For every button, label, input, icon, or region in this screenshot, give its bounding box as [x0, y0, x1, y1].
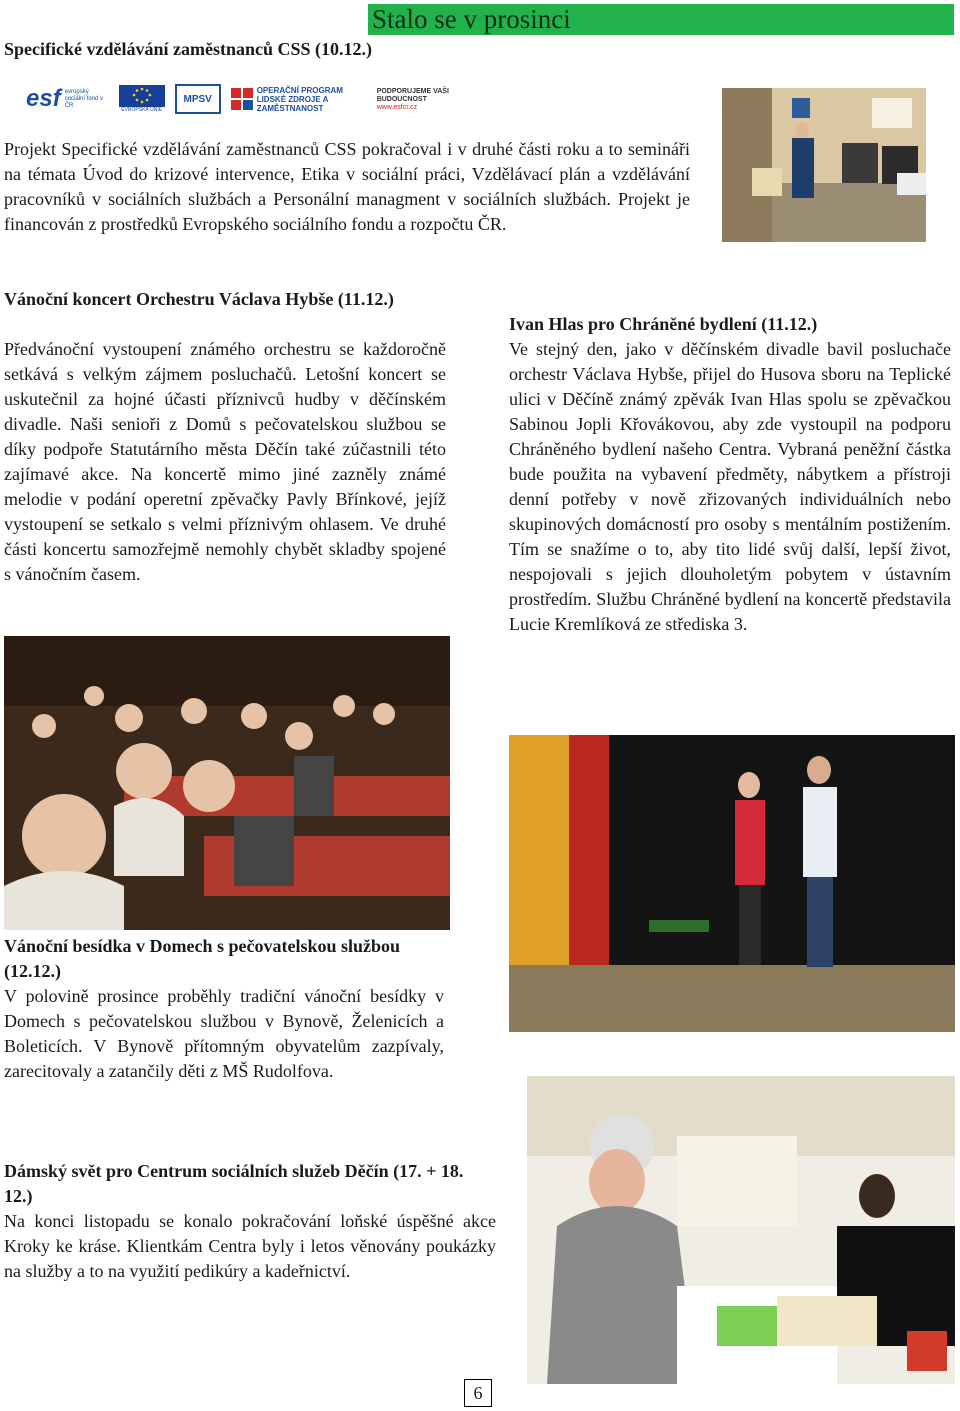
eu-logo [119, 85, 165, 113]
damsky-paragraph: Na konci listopadu se konalo pokračování loňské úspěšné akce Kroky ke kráse. Klientkám Centra byly i letos věnovány poukázky na služby a to na využití pedikúry a kadeřnictví. [4, 1211, 496, 1281]
training-heading: Specifické vzdělávání zaměstnanců CSS (10.12.) [4, 39, 372, 59]
oplzz-logo [231, 86, 367, 113]
pedicure-photo [527, 1076, 955, 1384]
mpsv-logo: MPSV [175, 84, 221, 114]
eu-flag-icon [119, 85, 165, 107]
ivan-heading: Ivan Hlas pro Chráněné bydlení (11.12.) [509, 314, 818, 334]
besidka-heading: Vánoční besídka v Domech s pečovatelskou službou (12.12.) [4, 936, 401, 981]
besidka-paragraph: V polovině prosince proběhly tradiční vánoční besídky v Domech s pečovatelskou službou v Bynově, Želenicích a Boleticích. V Bynově přítomným obyvatelům zazpívaly, zarecitovaly a zatančily děti z MŠ Rudolfova. [4, 986, 444, 1081]
damsky-heading: Dámský svět pro Centrum sociálních služeb Děčín (17. + 18. 12.) [4, 1161, 464, 1206]
oplzz-caption: OPERAČNÍ PROGRAM LIDSKÉ ZDROJE A ZAMĚSTNANOST [256, 85, 343, 113]
esfcr-caption: PODPORUJEME VAŠI BUDOUCNOST [376, 87, 449, 103]
audience-photo [4, 636, 450, 930]
stage-photo [509, 735, 955, 1032]
oplzz-emblem-icon [231, 88, 253, 110]
esf-caption: evropský sociální fond v ČR [64, 88, 104, 109]
concert-paragraph: Předvánoční vystoupení známého orchestru se každoročně setkává s velkým zájmem posluchačů. Letošní koncert se uskutečnil za hojné účasti příznivců hudby v děčínském divadle. Naši senioři z Domů s pečovatelskou službou se díky podpoře Statutárního města Děčín také zúčastnili této zajímavé akce. Na koncertě mimo jiné zazněly známé melodie v podání operetní zpěvačky Pavly Břínkové, jejíž vystoupení se setkalo s velmi příznivým ohlasem. Ve druhé části koncertu samozřejmě nemohly chybět skladby spojené s vánočním časem. [4, 339, 446, 584]
stage-photo-image [509, 735, 955, 1032]
esfcr-url: www.esfcr.cz [376, 103, 418, 111]
esf-wordmark: esf [26, 85, 61, 112]
esf-logo [26, 85, 109, 113]
seminar-photo [722, 88, 926, 242]
seminar-photo-image [722, 88, 926, 242]
concert-heading: Vánoční koncert Orchestru Václava Hybše (11.12.) [4, 289, 394, 309]
eu-caption: EVROPSKÁ UNIE [121, 107, 163, 113]
page-title: Stalo se v prosinci [372, 4, 571, 34]
esfcr-logo [377, 88, 477, 111]
audience-photo-image [4, 636, 450, 930]
intro-paragraph: Projekt Specifické vzdělávání zaměstnanců CSS pokračoval i v druhé části roku a to semináři na témata Úvod do krizové intervence, Etika v sociální práci, Vzdělávací plán a vzdělávání pracovníků v sociálních službách a Personální managment v sociálních službách. Projekt je financován z prostředků Evropského sociálního fondu a rozpočtu ČR. [4, 139, 690, 234]
logo-strip [26, 84, 556, 114]
pedicure-photo-image [527, 1076, 955, 1384]
page-number: 6 [464, 1379, 492, 1407]
ivan-paragraph: Ve stejný den, jako v děčínském divadle bavil posluchače orchestr Václava Hybše, přijel do Husova sboru na Teplické ulici v Děčíně známý zpěvák Ivan Hlas spolu se zpěvačkou Sabinou Jopli Křovákovou, aby zde vystoupil na podporu Chráněného bydlení našeho Centra. Vybraná peněžní částka bude použita na vybavení předměty, nábytkem a přístroji denní potřeby v nově zřizovaných individuálních nebo skupinových domácností pro osoby s mentálním postižením. Tím se snažíme o to, aby tito lidé svůj další, lepší život, nespojovali s jejich dlouholetým pobytem v ústavním prostředím. Službu Chráněné bydlení na koncertě představila Lucie Kremlíková ze střediska 3. [509, 339, 951, 634]
